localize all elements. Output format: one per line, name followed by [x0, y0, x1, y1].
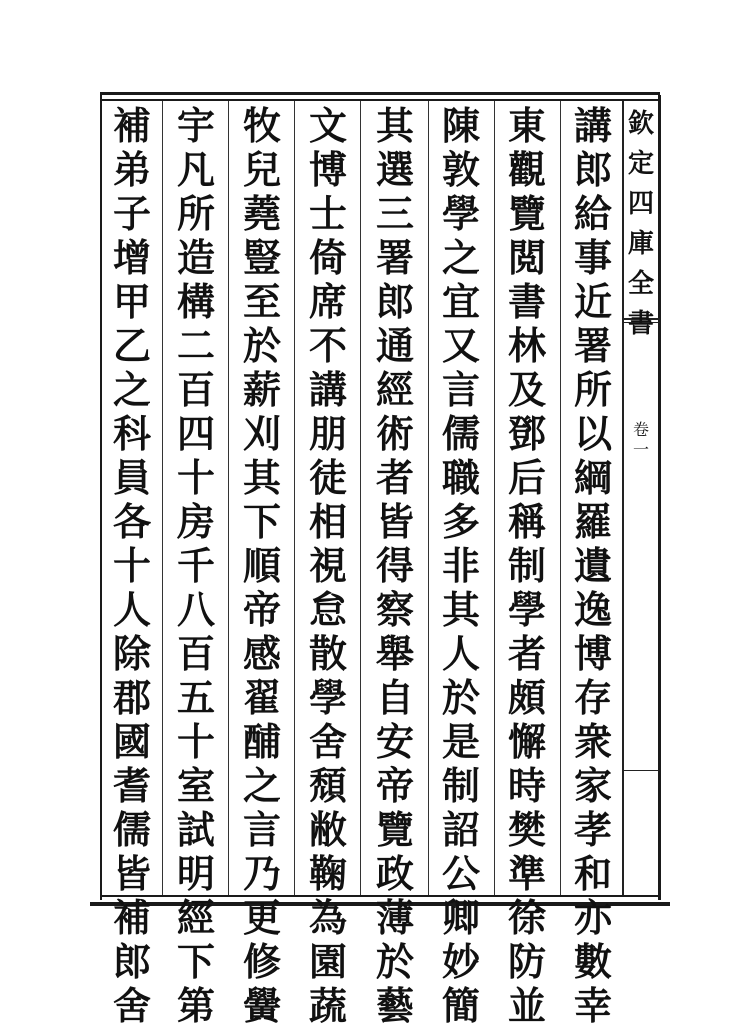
text-column-4: [367, 103, 423, 1028]
text-character: 博: [573, 631, 612, 676]
text-column-5: [300, 103, 356, 1028]
text-character: 郎: [573, 147, 612, 192]
text-character: 帝: [375, 763, 414, 808]
text-character: 蕘: [242, 191, 281, 236]
text-character: 甲: [112, 279, 151, 324]
margin-title-character: 四: [627, 189, 654, 219]
text-character: 儒: [441, 411, 480, 456]
text-character: 者: [507, 631, 546, 676]
text-character: 覽: [507, 191, 546, 236]
text-character: 視: [308, 543, 347, 588]
text-character: 者: [375, 455, 414, 500]
text-character: 蔬: [308, 983, 347, 1028]
text-character: 講: [308, 367, 347, 412]
text-character: 舍: [308, 719, 347, 764]
text-character: 制: [441, 763, 480, 808]
text-character: 三: [375, 191, 414, 236]
text-character: 博: [308, 147, 347, 192]
margin-title-character: 全: [627, 269, 654, 299]
margin-strip-line: [622, 770, 660, 771]
text-character: 人: [112, 587, 151, 632]
text-character: 孝: [573, 807, 612, 852]
text-character: 各: [112, 499, 151, 544]
text-character: 下: [242, 499, 281, 544]
text-column-7: [168, 103, 224, 1028]
text-character: 下: [176, 939, 215, 984]
text-character: 經: [375, 367, 414, 412]
text-character: 怠: [308, 587, 347, 632]
text-character: 帝: [242, 587, 281, 632]
text-character: 制: [507, 543, 546, 588]
text-character: 懈: [507, 719, 546, 764]
text-character: 十: [112, 543, 151, 588]
text-character: 構: [176, 279, 215, 324]
margin-strip-divider: [622, 101, 624, 895]
text-character: 非: [441, 543, 480, 588]
text-character: 徐: [507, 895, 546, 940]
text-character: 弟: [112, 147, 151, 192]
column-divider: [162, 101, 163, 895]
text-character: 防: [507, 939, 546, 984]
text-column-8: [104, 103, 160, 1028]
frame-top-inner-line: [100, 99, 660, 101]
text-character: 乃: [242, 851, 281, 896]
margin-volume-label: [629, 420, 653, 460]
text-character: 國: [112, 719, 151, 764]
text-character: 更: [242, 895, 281, 940]
text-character: 衆: [573, 719, 612, 764]
text-character: 八: [176, 587, 215, 632]
column-divider: [428, 101, 429, 895]
text-character: 書: [507, 279, 546, 324]
text-character: 其: [242, 455, 281, 500]
text-character: 學: [308, 675, 347, 720]
text-character: 通: [375, 323, 414, 368]
text-character: 順: [242, 543, 281, 588]
text-character: 所: [573, 367, 612, 412]
text-character: 是: [441, 719, 480, 764]
column-divider: [294, 101, 295, 895]
text-character: 以: [573, 411, 612, 456]
text-column-2: [499, 103, 555, 1028]
text-character: 覽: [375, 807, 414, 852]
text-character: 補: [112, 895, 151, 940]
text-character: 后: [507, 455, 546, 500]
text-character: 選: [375, 147, 414, 192]
text-character: 文: [308, 103, 347, 148]
text-character: 倚: [308, 235, 347, 280]
text-character: 房: [176, 499, 215, 544]
text-character: 稱: [507, 499, 546, 544]
text-character: 敦: [441, 147, 480, 192]
text-character: 耆: [112, 763, 151, 808]
text-character: 及: [507, 367, 546, 412]
text-character: 樊: [507, 807, 546, 852]
text-character: 逸: [573, 587, 612, 632]
text-character: 羅: [573, 499, 612, 544]
margin-title-character: 定: [627, 149, 654, 179]
text-character: 除: [112, 631, 151, 676]
column-divider: [560, 101, 561, 895]
text-character: 安: [375, 719, 414, 764]
text-column-1: [565, 103, 621, 1028]
text-character: 至: [242, 279, 281, 324]
text-character: 為: [308, 895, 347, 940]
text-character: 察: [375, 587, 414, 632]
text-character: 敝: [308, 807, 347, 852]
text-character: 園: [308, 939, 347, 984]
text-character: 並: [507, 983, 546, 1028]
text-character: 事: [573, 235, 612, 280]
text-character: 得: [375, 543, 414, 588]
text-character: 牧: [242, 103, 281, 148]
text-character: 千: [176, 543, 215, 588]
text-character: 言: [441, 367, 480, 412]
text-character: 遺: [573, 543, 612, 588]
text-character: 郎: [375, 279, 414, 324]
text-character: 術: [375, 411, 414, 456]
text-character: 補: [112, 103, 151, 148]
margin-volume-character: 一: [632, 440, 649, 459]
text-character: 妙: [441, 939, 480, 984]
text-character: 藝: [375, 983, 414, 1028]
text-character: 頹: [308, 763, 347, 808]
text-character: 科: [112, 411, 151, 456]
text-character: 第: [176, 983, 215, 1028]
text-character: 講: [573, 103, 612, 148]
text-character: 子: [112, 191, 151, 236]
margin-volume-character: 卷: [632, 420, 649, 439]
text-character: 之: [441, 235, 480, 280]
column-divider: [360, 101, 361, 895]
text-character: 於: [441, 675, 480, 720]
text-character: 經: [176, 895, 215, 940]
text-character: 又: [441, 323, 480, 368]
text-character: 幸: [573, 983, 612, 1028]
text-character: 所: [176, 191, 215, 236]
text-character: 自: [375, 675, 414, 720]
text-character: 其: [441, 587, 480, 632]
text-character: 翟: [242, 675, 281, 720]
text-character: 公: [441, 851, 480, 896]
text-character: 明: [176, 851, 215, 896]
text-character: 酺: [242, 719, 281, 764]
text-character: 二: [176, 323, 215, 368]
text-character: 百: [176, 367, 215, 412]
text-character: 政: [375, 851, 414, 896]
text-column-6: [234, 103, 290, 1028]
text-character: 之: [112, 367, 151, 412]
column-divider: [228, 101, 229, 895]
text-character: 於: [242, 323, 281, 368]
text-character: 郡: [112, 675, 151, 720]
text-character: 近: [573, 279, 612, 324]
text-character: 舍: [112, 983, 151, 1028]
text-column-3: [433, 103, 489, 1028]
text-character: 和: [573, 851, 612, 896]
text-character: 言: [242, 807, 281, 852]
text-character: 署: [573, 323, 612, 368]
text-character: 薪: [242, 367, 281, 412]
margin-title-character: 庫: [627, 229, 654, 259]
text-character: 席: [308, 279, 347, 324]
text-character: 時: [507, 763, 546, 808]
column-divider: [494, 101, 495, 895]
text-character: 鞠: [308, 851, 347, 896]
text-character: 職: [441, 455, 480, 500]
text-character: 簡: [441, 983, 480, 1028]
text-character: 十: [176, 719, 215, 764]
text-character: 觀: [507, 147, 546, 192]
text-character: 朋: [308, 411, 347, 456]
text-character: 散: [308, 631, 347, 676]
text-character: 感: [242, 631, 281, 676]
text-character: 卿: [441, 895, 480, 940]
text-character: 多: [441, 499, 480, 544]
text-character: 造: [176, 235, 215, 280]
text-character: 林: [507, 323, 546, 368]
frame-right-line: [658, 95, 661, 900]
text-character: 宜: [441, 279, 480, 324]
text-character: 之: [242, 763, 281, 808]
text-character: 頗: [507, 675, 546, 720]
frame-left-line: [100, 95, 102, 900]
text-character: 詔: [441, 807, 480, 852]
frame-top-outer-line: [100, 92, 660, 95]
text-character: 五: [176, 675, 215, 720]
text-character: 員: [112, 455, 151, 500]
text-character: 準: [507, 851, 546, 896]
text-character: 鄧: [507, 411, 546, 456]
text-character: 儒: [112, 807, 151, 852]
text-character: 凡: [176, 147, 215, 192]
text-character: 士: [308, 191, 347, 236]
text-character: 四: [176, 411, 215, 456]
text-character: 皆: [375, 499, 414, 544]
text-character: 薄: [375, 895, 414, 940]
text-character: 學: [441, 191, 480, 236]
text-character: 十: [176, 455, 215, 500]
text-character: 署: [375, 235, 414, 280]
text-character: 數: [573, 939, 612, 984]
text-character: 人: [441, 631, 480, 676]
text-character: 學: [507, 587, 546, 632]
text-character: 修: [242, 939, 281, 984]
text-character: 宇: [176, 103, 215, 148]
text-character: 家: [573, 763, 612, 808]
text-character: 亦: [573, 895, 612, 940]
margin-title-character: 書: [627, 309, 654, 339]
text-character: 於: [375, 939, 414, 984]
text-character: 試: [176, 807, 215, 852]
text-character: 給: [573, 191, 612, 236]
text-character: 相: [308, 499, 347, 544]
text-character: 徒: [308, 455, 347, 500]
text-character: 其: [375, 103, 414, 148]
text-character: 百: [176, 631, 215, 676]
text-character: 存: [573, 675, 612, 720]
text-character: 綱: [573, 455, 612, 500]
text-character: 增: [112, 235, 151, 280]
text-character: 乙: [112, 323, 151, 368]
text-character: 皆: [112, 851, 151, 896]
text-character: 黌: [242, 983, 281, 1028]
margin-book-title: [626, 104, 656, 344]
text-character: 郎: [112, 939, 151, 984]
margin-title-character: 欽: [627, 109, 654, 139]
text-character: 東: [507, 103, 546, 148]
text-character: 舉: [375, 631, 414, 676]
text-character: 豎: [242, 235, 281, 280]
text-character: 不: [308, 323, 347, 368]
text-character: 刈: [242, 411, 281, 456]
text-character: 兒: [242, 147, 281, 192]
text-character: 閲: [507, 235, 546, 280]
text-character: 室: [176, 763, 215, 808]
text-character: 陳: [441, 103, 480, 148]
